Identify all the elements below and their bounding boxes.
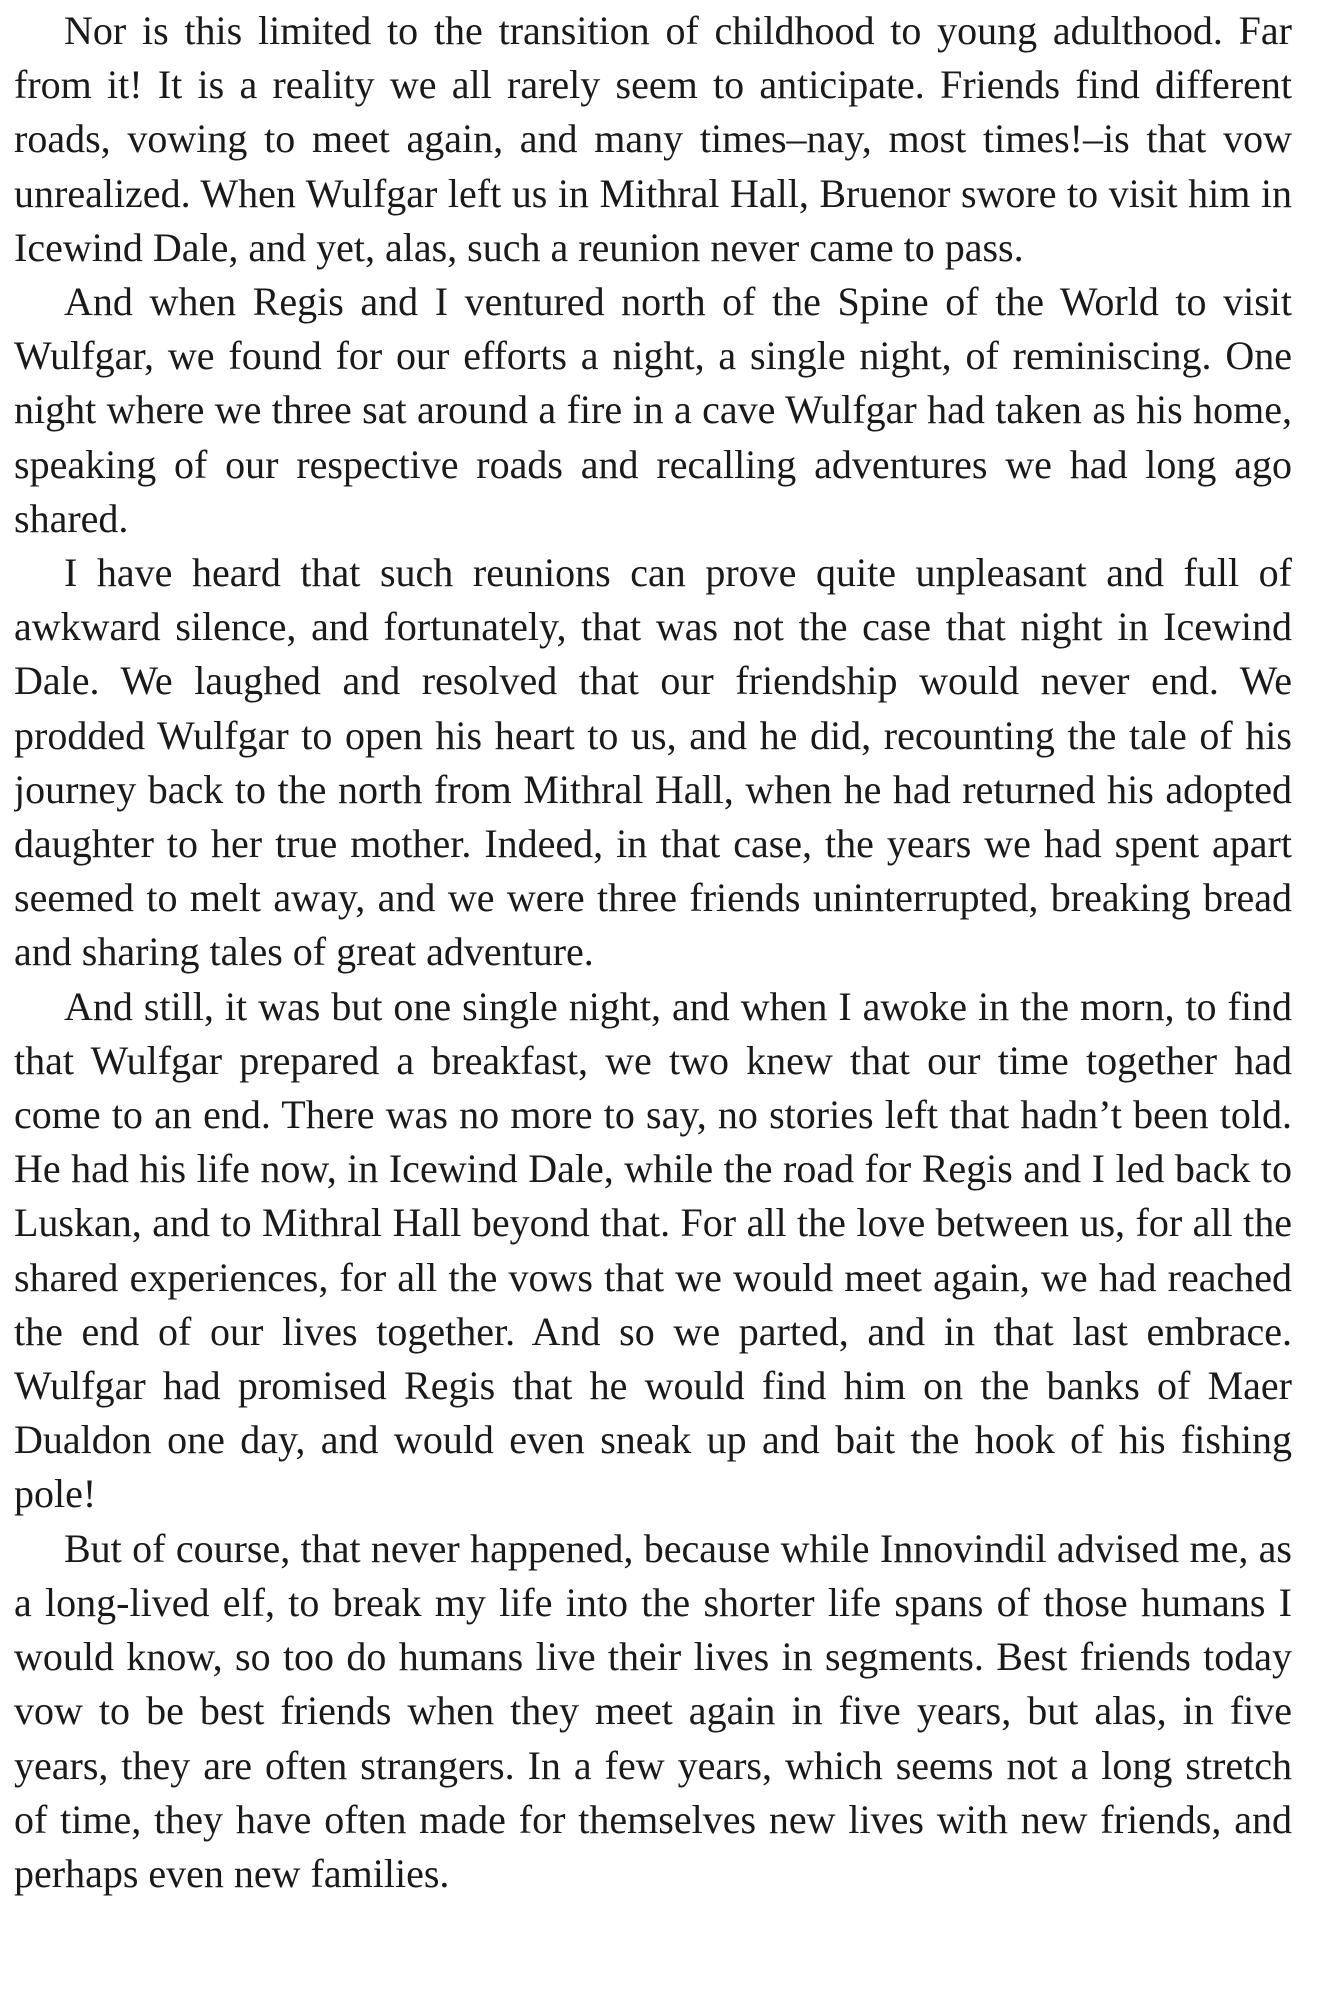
paragraph: But of course, that never happened, because while Innovindil advised me, as a long-lived elf, to break my life into the shorter life spans of those humans I would know, so too do humans live their lives in segments. Best friends today vow to be best friends when they meet again in five years, but alas, in five years, they are often strangers. In a few years, which seems not a long stretch of time, they have often made for themselves new lives with new friends, and perhaps even new families. [14, 1525, 1292, 1896]
document-page [14, 4, 1292, 1994]
paragraph: And when Regis and I ventured north of the Spine of the World to visit Wulfgar, we found for our efforts a night, a single night, of reminiscing. One night where we three sat around a fire in a cave Wulfgar had taken as his home, speaking of our respective roads and recalling adventures we had long ago shared. [14, 279, 1292, 541]
paragraph: I have heard that such reunions can prove quite unpleasant and full of awkward silence, and fortunately, that was not the case that night in Icewind Dale. We laughed and resolved that our friendship would never end. We prodded Wulfgar to open his heart to us, and he did, recounting the tale of his journey back to the north from Mithral Hall, when he had returned his adopted daughter to her true mother. Indeed, in that case, the years we had spent apart seemed to melt away, and we were three friends uninterrupted, breaking bread and sharing tales of great adventure. [14, 550, 1292, 975]
paragraph: And still, it was but one single night, and when I awoke in the morn, to find that Wulfgar prepared a breakfast, we two knew that our time together had come to an end. There was no more to say, no stories left that hadn’t been told. He had his life now, in Icewind Dale, while the road for Regis and I led back to Luskan, and to Mithral Hall beyond that. For all the love between us, for all the shared experiences, for all the vows that we would meet again, we had reached the end of our lives together. And so we parted, and in that last embrace. Wulfgar had promised Regis that he would find him on the banks of Maer Dualdon one day, and would even sneak up and bait the hook of his fishing pole! [14, 983, 1292, 1517]
paragraph: Nor is this limited to the transition of childhood to young adulthood. Far from it! It is a reality we all rarely seem to anticipate. Friends find different roads, vowing to meet again, and many times–nay, most times!–is that vow unrealized. When Wulfgar left us in Mithral Hall, Bruenor swore to visit him in Icewind Dale, and yet, alas, such a reunion never came to pass. [14, 8, 1292, 270]
